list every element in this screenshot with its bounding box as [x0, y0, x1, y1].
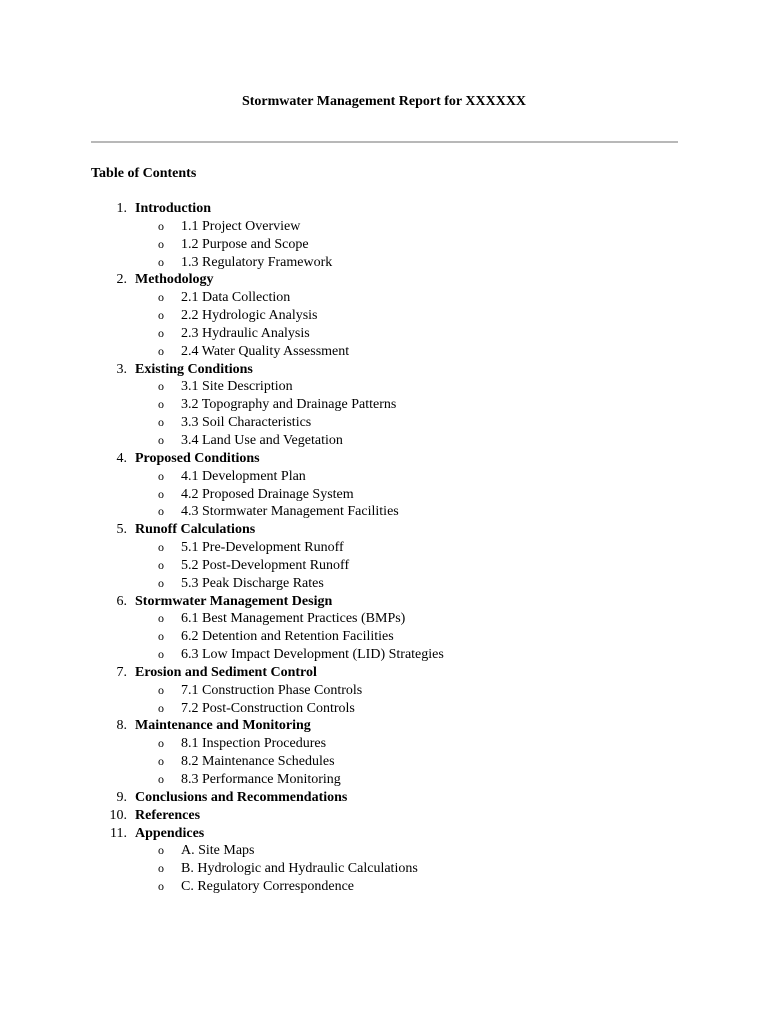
toc-section-row — [0, 807, 768, 825]
toc-subsection-row — [0, 254, 768, 272]
subsection-title: 6.3 Low Impact Development (LID) Strategies — [181, 647, 444, 663]
toc-subsection-row — [0, 343, 768, 361]
subsection-title: 1.3 Regulatory Framework — [181, 254, 333, 270]
subsection-title: 3.4 Land Use and Vegetation — [181, 432, 343, 448]
toc-section — [0, 789, 768, 807]
section-number: 5. — [116, 522, 127, 538]
toc-subsection-row — [0, 307, 768, 325]
toc-subsection-row — [0, 378, 768, 396]
hollow-bullet-icon: o — [158, 432, 164, 447]
toc-section-row — [0, 271, 768, 289]
hollow-bullet-icon: o — [158, 557, 164, 572]
hollow-bullet-icon: o — [158, 468, 164, 483]
subsection-title: 1.2 Purpose and Scope — [181, 236, 309, 252]
hollow-bullet-icon: o — [158, 415, 164, 430]
subsection-title: 5.3 Peak Discharge Rates — [181, 575, 324, 591]
toc-subsection-row — [0, 878, 768, 896]
toc-subsection-row — [0, 842, 768, 860]
toc-subsection-row — [0, 771, 768, 789]
toc-subsection-row — [0, 735, 768, 753]
subsection-title: 3.1 Site Description — [181, 379, 293, 395]
toc-section — [0, 361, 768, 450]
toc-section — [0, 450, 768, 521]
hollow-bullet-icon: o — [158, 254, 164, 269]
toc-section — [0, 825, 768, 896]
section-title: Conclusions and Recommendations — [135, 789, 348, 805]
section-title: Methodology — [135, 272, 214, 288]
table-of-contents — [0, 200, 768, 896]
toc-subsection-row — [0, 396, 768, 414]
toc-subsection-row — [0, 700, 768, 718]
hollow-bullet-icon: o — [158, 218, 164, 233]
hollow-bullet-icon: o — [158, 611, 164, 626]
subsection-title: 2.3 Hydraulic Analysis — [181, 325, 310, 341]
hollow-bullet-icon: o — [158, 575, 164, 590]
hollow-bullet-icon: o — [158, 504, 164, 519]
toc-subsection-row — [0, 468, 768, 486]
toc-subsection-row — [0, 628, 768, 646]
hollow-bullet-icon: o — [158, 843, 164, 858]
subsection-title: 3.2 Topography and Drainage Patterns — [181, 397, 397, 413]
subsection-title: 4.2 Proposed Drainage System — [181, 486, 354, 502]
toc-section — [0, 521, 768, 592]
subsection-title: A. Site Maps — [181, 843, 255, 859]
hollow-bullet-icon: o — [158, 772, 164, 786]
subsection-title: 6.2 Detention and Retention Facilities — [181, 629, 394, 645]
toc-subsection-row — [0, 414, 768, 432]
hollow-bullet-icon: o — [158, 379, 164, 394]
subsection-title: 2.4 Water Quality Assessment — [181, 343, 350, 359]
subsection-title: 5.2 Post-Development Runoff — [181, 557, 350, 573]
toc-section-row — [0, 361, 768, 379]
section-title: Maintenance and Monitoring — [135, 718, 311, 734]
section-number: 6. — [116, 593, 127, 609]
subsection-title: 2.2 Hydrologic Analysis — [181, 308, 318, 324]
hollow-bullet-icon: o — [158, 754, 164, 769]
hollow-bullet-icon: o — [158, 629, 164, 644]
toc-subsection-row — [0, 646, 768, 664]
toc-subsection-row — [0, 486, 768, 504]
hollow-bullet-icon: o — [158, 397, 164, 412]
section-title: Erosion and Sediment Control — [135, 664, 317, 680]
toc-subsection-row — [0, 610, 768, 628]
toc-section — [0, 200, 768, 271]
toc-subsection-row — [0, 289, 768, 307]
toc-subsection-row — [0, 682, 768, 700]
toc-section-row — [0, 593, 768, 611]
section-title: Runoff Calculations — [135, 522, 256, 538]
section-number: 3. — [116, 361, 127, 377]
subsection-title: 8.2 Maintenance Schedules — [181, 754, 335, 770]
subsection-title: 7.1 Construction Phase Controls — [181, 682, 363, 698]
subsection-title: B. Hydrologic and Hydraulic Calculations — [181, 861, 418, 877]
hollow-bullet-icon: o — [158, 861, 164, 876]
section-number: 10. — [109, 807, 127, 823]
hollow-bullet-icon: o — [158, 308, 164, 323]
section-number: 2. — [116, 272, 127, 288]
hollow-bullet-icon: o — [158, 700, 164, 715]
hollow-bullet-icon: o — [158, 343, 164, 358]
subsection-title: 8.3 Performance Monitoring — [181, 772, 341, 787]
hollow-bullet-icon: o — [158, 540, 164, 555]
toc-subsection-row — [0, 503, 768, 521]
toc-heading: Table of Contents — [91, 166, 197, 181]
section-title: References — [135, 807, 201, 823]
hollow-bullet-icon: o — [158, 647, 164, 662]
toc-subsection-row — [0, 432, 768, 450]
document-title: Stormwater Management Report for XXXXXX — [241, 94, 527, 109]
toc-section-row — [0, 717, 768, 735]
subsection-title: 5.1 Pre-Development Runoff — [181, 540, 344, 556]
toc-section-row — [0, 789, 768, 807]
toc-section — [0, 271, 768, 360]
toc-section-row — [0, 450, 768, 468]
section-title: Appendices — [135, 825, 205, 841]
subsection-title: C. Regulatory Correspondence — [181, 879, 355, 895]
toc-subsection-row — [0, 557, 768, 575]
section-number: 11. — [110, 825, 127, 841]
horizontal-divider — [91, 141, 678, 143]
section-number: 8. — [116, 718, 127, 734]
subsection-title: 3.3 Soil Characteristics — [181, 415, 312, 431]
toc-section-row — [0, 521, 768, 539]
toc-subsection-row — [0, 753, 768, 771]
hollow-bullet-icon: o — [158, 325, 164, 340]
section-number: 4. — [116, 450, 127, 466]
toc-section-row — [0, 200, 768, 218]
section-title: Introduction — [135, 201, 211, 216]
subsection-title: 2.1 Data Collection — [181, 290, 291, 306]
toc-subsection-row — [0, 218, 768, 236]
toc-subsection-row — [0, 325, 768, 343]
hollow-bullet-icon: o — [158, 736, 164, 751]
toc-section — [0, 807, 768, 825]
toc-subsection-row — [0, 236, 768, 254]
section-number: 9. — [116, 789, 127, 805]
toc-section-row — [0, 664, 768, 682]
hollow-bullet-icon: o — [158, 879, 164, 894]
section-number: 1. — [116, 201, 127, 216]
section-title: Existing Conditions — [135, 361, 253, 377]
hollow-bullet-icon: o — [158, 290, 164, 305]
hollow-bullet-icon: o — [158, 486, 164, 501]
hollow-bullet-icon: o — [158, 236, 164, 251]
subsection-title: 4.1 Development Plan — [181, 468, 306, 484]
subsection-title: 7.2 Post-Construction Controls — [181, 700, 355, 716]
section-title: Proposed Conditions — [135, 450, 260, 466]
toc-section — [0, 593, 768, 664]
toc-section — [0, 717, 768, 788]
subsection-title: 6.1 Best Management Practices (BMPs) — [181, 611, 406, 627]
toc-section-row — [0, 825, 768, 843]
toc-subsection-row — [0, 575, 768, 593]
section-number: 7. — [116, 664, 127, 680]
toc-subsection-row — [0, 860, 768, 878]
subsection-title: 1.1 Project Overview — [181, 218, 301, 234]
toc-section — [0, 664, 768, 718]
subsection-title: 4.3 Stormwater Management Facilities — [181, 504, 399, 520]
hollow-bullet-icon: o — [158, 682, 164, 697]
section-title: Stormwater Management Design — [135, 593, 333, 609]
subsection-title: 8.1 Inspection Procedures — [181, 736, 327, 752]
toc-subsection-row — [0, 539, 768, 557]
